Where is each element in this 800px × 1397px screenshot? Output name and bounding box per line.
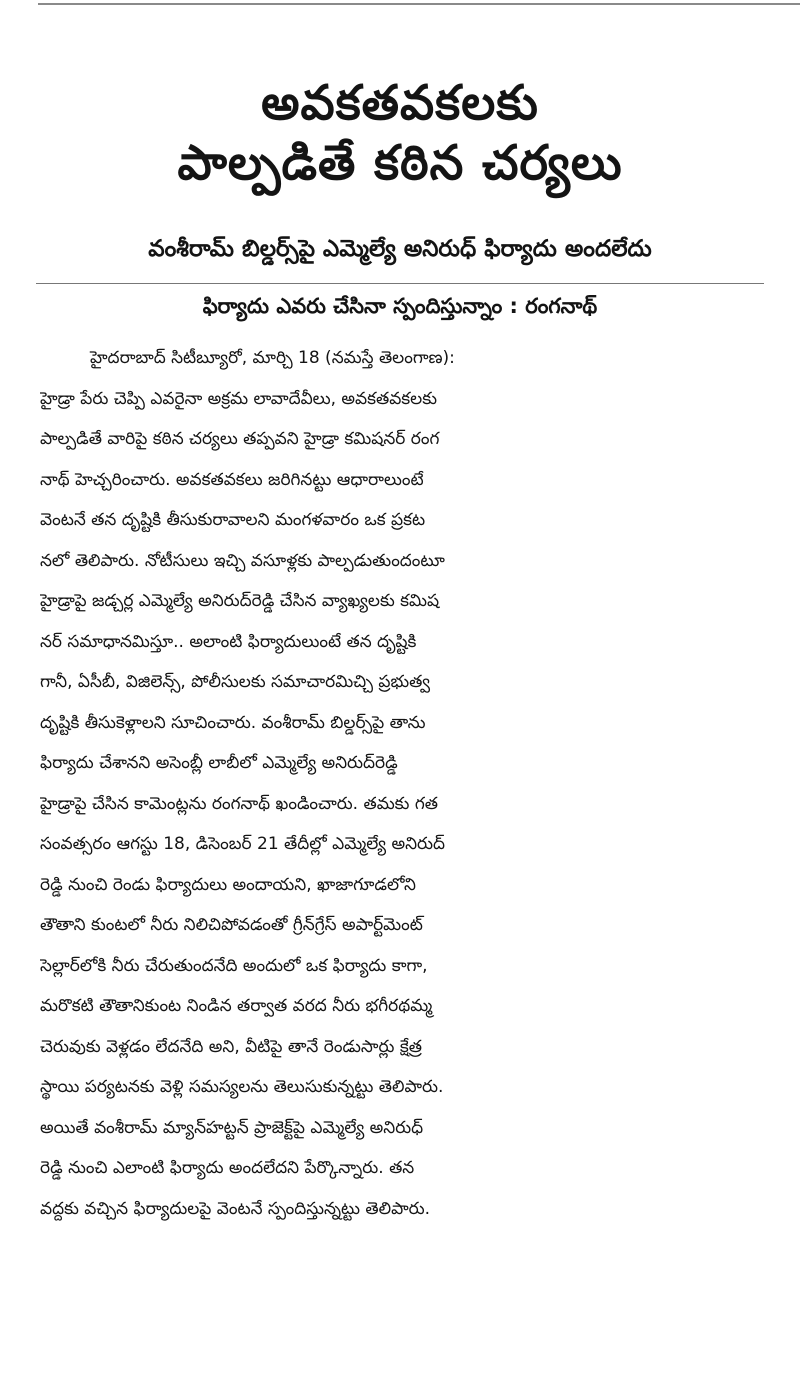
top-border-rule	[38, 3, 800, 5]
body-line: రెడ్డి నుంచి రెండు ఫిర్యాదులు అందాయని, ఖాజాగూడలోని	[40, 874, 416, 895]
section-divider	[36, 283, 764, 284]
body-line: ఫిర్యాదు చేశానని అసెంబ్లీ లాబీలో ఎమ్మెల్యే అనిరుద్‌రెడ్డి	[40, 753, 398, 773]
body-line: పాల్పడితే వారిపై కఠిన చర్యలు తప్పవని హైడ్రా కమిషనర్ రంగ	[40, 429, 440, 449]
body-line: గానీ, ఏసీబీ, విజిలెన్స్, పోలీసులకు సమాచారమిచ్చి ప్రభుత్వ	[40, 672, 431, 692]
dateline: హైదరాబాద్ సిటీబ్యూరో, మార్చి 18 (నమస్తే తెలంగాణ):	[90, 348, 455, 368]
body-line: చెరువుకు వెళ్లడం లేదనేది అని, వీటిపై తానే రెండుసార్లు క్షేత్ర	[40, 1036, 422, 1057]
body-line: నాథ్ హెచ్చరించారు. అవకతవకలు జరిగినట్టు ఆధారాలుంటే	[40, 469, 424, 490]
body-line: సెల్లార్‌లోకి నీరు చేరుతుందనేది అందులో ఒక ఫిర్యాదు కాగా,	[40, 955, 428, 976]
headline	[30, 73, 770, 193]
body-line: హైడ్రా పేరు చెప్పి ఎవరైనా అక్రమ లావాదేవీలు, అవకతవకలకు	[40, 388, 437, 409]
body-line: తౌతాని కుంటలో నీరు నిలిచిపోవడంతో గ్రీన్‌గ్రేస్ అపార్ట్‌మెంట్	[40, 915, 423, 935]
body-line: హైడ్రాపై చేసిన కామెంట్లను రంగనాథ్ ఖండించారు. తమకు గత	[40, 793, 438, 814]
headline-line-2: పాల్పడితే కఠిన చర్యలు	[177, 135, 623, 192]
body-line: రెడ్డి నుంచి ఎలాంటి ఫిర్యాదు అందలేదని పేర్కొన్నారు. తన	[40, 1158, 415, 1178]
body-line: దృష్టికి తీసుకెళ్లాలని సూచించారు. వంశీరామ్ బిల్డర్స్‌పై తాను	[40, 712, 426, 733]
body-line: మరొకటి తౌతానికుంట నిండిన తర్వాత వరద నీరు భగీరథమ్మ	[40, 996, 433, 1016]
body-line: నర్ సమాధానమిస్తూ.. అలాంటి ఫిర్యాదులుంటే తన దృష్టికి	[40, 631, 417, 652]
article-body	[40, 338, 766, 1229]
subheadline: వంశీరామ్ బిల్డర్స్‌పై ఎమ్మెల్యే అనిరుధ్ ఫిర్యాదు అందలేదు	[148, 236, 652, 262]
body-line: అయితే వంశీరామ్ మ్యాన్‌హట్టన్ ప్రాజెక్ట్‌పై ఎమ్మెల్యే అనిరుధ్	[40, 1117, 424, 1138]
body-line: వద్దకు వచ్చిన ఫిర్యాదులపై వెంటనే స్పందిస్తున్నట్టు తెలిపారు.	[40, 1198, 430, 1219]
body-line: వెంటనే తన దృష్టికి తీసుకురావాలని మంగళవారం ఒక ప్రకట	[40, 510, 426, 530]
body-line: నలో తెలిపారు. నోటీసులు ఇచ్చి వసూళ్లకు పాల్పడుతుందంటూ	[40, 550, 445, 571]
kicker-quote: ఫిర్యాదు ఎవరు చేసినా స్పందిస్తున్నాం : రంగనాథ్	[202, 294, 598, 318]
body-line: స్థాయి పర్యటనకు వెళ్లి సమస్యలను తెలుసుకున్నట్టు తెలిపారు.	[40, 1077, 444, 1097]
body-line: సంవత్సరం ఆగస్టు 18, డిసెంబర్ 21 తేదీల్లో ఎమ్మెల్యే అనిరుద్	[40, 834, 445, 854]
headline-line-1: అవకతవకలకు	[261, 75, 539, 132]
body-line: హైడ్రాపై జడ్చర్ల ఎమ్మెల్యే అనిరుద్‌రెడ్డి చేసిన వ్యాఖ్యలకు కమిష	[40, 591, 440, 611]
